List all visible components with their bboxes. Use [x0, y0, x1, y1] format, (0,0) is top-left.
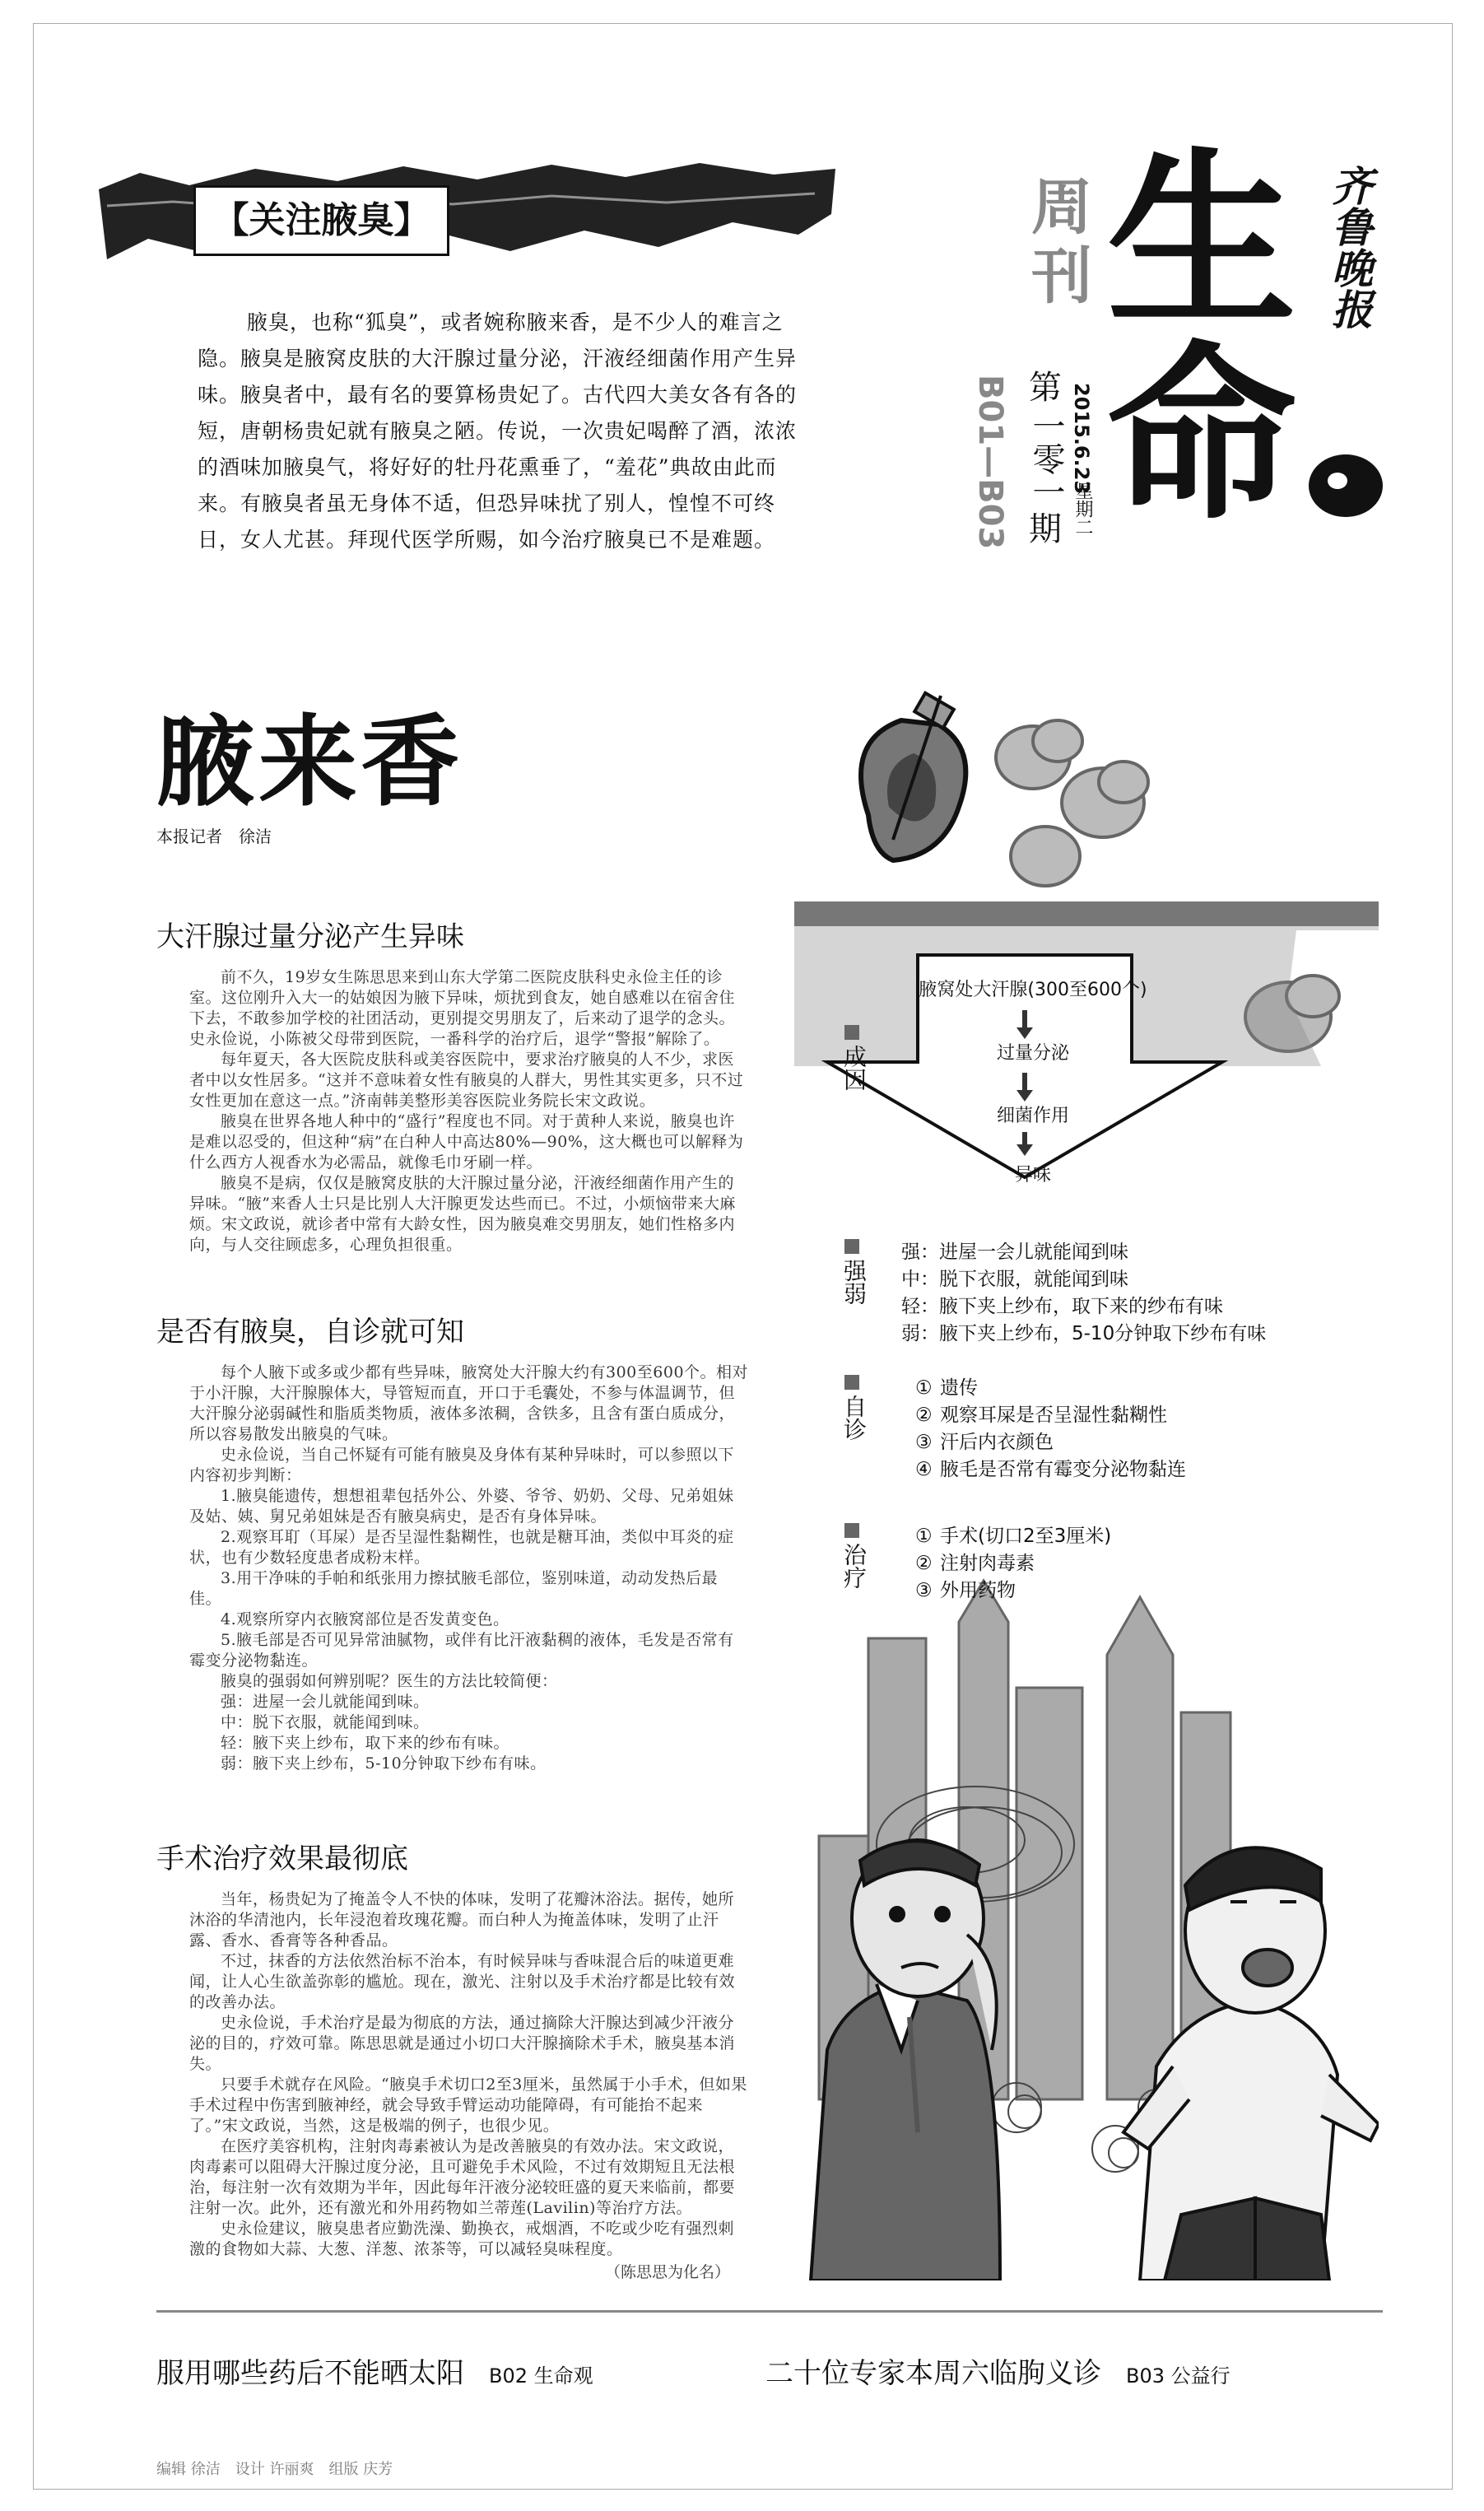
paragraph: 2.观察耳耵（耳屎）是否呈湿性黏糊性，也就是糖耳油，类似中耳炎的症状，也有少数轻度患者成粉末样。 — [189, 1528, 734, 1567]
paragraph: 史永俭建议，腋臭患者应勤洗澡、勤换衣，戒烟酒，不吃或少吃有强烈刺激的食物如大蒜、大葱、洋葱、浓茶等，可以减轻臭味程度。 — [189, 2220, 735, 2258]
label-treatment: 治疗 — [840, 1523, 868, 1596]
section-2-title: 是否有腋臭，自诊就可知 — [156, 1316, 464, 1349]
treatment-list — [915, 1523, 1111, 1605]
masthead-zhou: 周 刊 — [1031, 172, 1092, 312]
paragraph: 每个人腋下或多或少都有些异味，腋窝处大汗腺大约有300至600个。相对于小汗腺，大汗腺腺体大，导管短而直，开口于毛囊处，不参与体温调节，但大汗腺分泌弱碱性和脂质类物质，液体多浓稠，含铁多，且含有蛋白质成分，所以容易散发出腋臭的气味。 — [189, 1363, 749, 1443]
headline: 腋来香 — [156, 706, 463, 820]
flow-step-4: 异味 — [1014, 1165, 1051, 1186]
label-cause: 成因 — [840, 1025, 868, 1097]
paragraph: 中：脱下衣服，就能闻到味。 — [221, 1713, 430, 1731]
paragraph: 史永俭说，当自己怀疑有可能有腋臭及身体有某种异味时，可以参照以下内容初步判断： — [189, 1446, 735, 1484]
treatment-item: ② 注射肉毒素 — [915, 1553, 1035, 1574]
paragraph: 只要手术就存在风险。“腋臭手术切口2至3厘米，虽然属于小手术，但如果手术过程中伤害到腋神经，就会导致手臂运动功能障碍，有可能抬不起来了。”宋文政说，当然，这是极端的例子，也很少见。 — [189, 2075, 747, 2135]
self-check-item: ① 遗传 — [915, 1377, 978, 1399]
paragraph: 5.腋毛部是否可见异常油腻物，或伴有比汗液黏稠的液体，毛发是否常有霉变分泌物黏连。 — [189, 1631, 734, 1670]
paragraph: 腋臭的强弱如何辨别呢？医生的方法比较简便： — [221, 1672, 558, 1690]
issue-date: 2015.6.23 — [1070, 383, 1093, 495]
paragraph: 强：进屋一会儿就能闻到味。 — [221, 1693, 430, 1711]
flow-step-1: 腋窝处大汗腺(300至600个) — [919, 980, 1147, 1000]
self-check-item: ② 观察耳屎是否呈湿性黏糊性 — [915, 1405, 1167, 1426]
paragraph: 腋臭在世界各地人种中的“盛行”程度也不同。对于黄种人来说，腋臭也许是难以忍受的，但这种“病”在白种人中高达80%—90%，这大概也可以解释为什么西方人视香水为必需品，就像毛巾牙刷一样。 — [189, 1112, 744, 1172]
issue-number: 第 一零一 期 — [1027, 369, 1065, 548]
ink-blot — [1300, 445, 1391, 527]
flow-step-3: 细菌作用 — [996, 1106, 1069, 1126]
paragraph: 1.腋臭能遗传，想想祖辈包括外公、外婆、爷爷、奶奶、父母、兄弟姐妹及姑、姨、舅兄弟姐妹是否有腋臭病史，是否有身体异味。 — [189, 1487, 734, 1526]
paragraph: 腋臭不是病，仅仅是腋窝皮肤的大汗腺过量分泌，汗液经细菌作用产生的异味。“腋”来香人士只是比别人大汗腺更发达些而已。不过，小烦恼带来大麻烦。宋文政说，就诊者中常有大龄女性，因为腋臭难交男朋友，她们性格多内向，与人交往顾虑多，心理负担很重。 — [189, 1174, 736, 1254]
masthead-sheng: 生 — [1107, 133, 1297, 352]
strength-item: 轻：腋下夹上纱布，取下来的纱布有味 — [901, 1296, 1223, 1317]
paragraph: 史永俭说，手术治疗是最为彻底的方法，通过摘除大汗腺达到减少汗液分泌的目的，疗效可靠。陈思思就是通过小切口大汗腺摘除术手术，腋臭基本消失。 — [189, 2014, 736, 2073]
paragraph: 在医疗美容机构，注射肉毒素被认为是改善腋臭的有效办法。宋文政说，肉毒素可以阻碍大汗腺过度分泌，且可避免手术风险，不过有效期短且无法根治，每注射一次有效期为半年，因此每年汗液分泌较旺盛的夏天来临前，都要注射一次。此外，还有激光和外用药物如兰蒂莲(Lavilin)等治疗方法。 — [189, 2137, 736, 2217]
treatment-item: ③ 外用药物 — [915, 1580, 1016, 1601]
byline: 本报记者 徐洁 — [156, 827, 272, 846]
teaser-right: 二十位专家本周六临朐义诊 B03 公益行 — [765, 2357, 1230, 2390]
section-1-title: 大汗腺过量分泌产生异味 — [156, 920, 464, 953]
paragraph: 每年夏天，各大医院皮肤科或美容医院中，要求治疗腋臭的人不少，求医者中以女性居多。“这并不意味着女性有腋臭的人群大，男性其实更多，只不过女性更加在意这一点。”济南韩美整形美容医院业务院长宋文政说。 — [189, 1051, 744, 1110]
flow-step-2: 过量分泌 — [996, 1043, 1069, 1064]
strength-item: 强：进屋一会儿就能闻到味 — [901, 1242, 1128, 1263]
footer-rule — [156, 2310, 1383, 2313]
section-3-title: 手术治疗效果最彻底 — [156, 1842, 408, 1875]
intro-tag: 【关注腋臭】 — [193, 185, 449, 256]
issue-weekday: 星期二 — [1072, 482, 1093, 536]
perfume-bottle-icon — [861, 693, 965, 860]
strength-item: 中：脱下衣服，就能闻到味 — [901, 1269, 1128, 1290]
section-2-body — [189, 1363, 749, 1774]
strength-list — [901, 1239, 1266, 1348]
section-1-body — [189, 967, 749, 1256]
paragraph: 4.观察所穿内衣腋窝部位是否发黄变色。 — [221, 1610, 509, 1628]
self-check-list — [915, 1375, 1186, 1484]
self-check-item: ③ 汗后内衣颜色 — [915, 1432, 1054, 1453]
label-strength: 强弱 — [840, 1239, 868, 1311]
masthead-ming: 命 — [1107, 326, 1297, 546]
paragraph: 前不久，19岁女生陈思思来到山东大学第二医院皮肤科史永俭主任的诊室。这位刚升入大一的姑娘因为腋下异味，烦扰到食友，她自感难以在宿舍住下去，不敢参加学校的社团活动，更别提交男朋友了，后来动了退学的念头。史永俭说，小陈被父母带到医院，一番科学的治疗后，退学“警报”解除了。 — [189, 968, 736, 1048]
treatment-item: ① 手术(切口2至3厘米) — [915, 1526, 1112, 1547]
strength-item: 弱：腋下夹上纱布，5-10分钟取下纱布有味 — [901, 1323, 1267, 1344]
name-note: （陈思思为化名） — [605, 2263, 731, 2281]
paragraph: 轻：腋下夹上纱布，取下来的纱布有味。 — [221, 1734, 510, 1752]
paragraph: 当年，杨贵妃为了掩盖令人不快的体味，发明了花瓣沐浴法。据传，她所沐浴的华清池内，长年浸泡着玫瑰花瓣。而白种人为掩盖体味，发明了止汗露、香水、香膏等各种香品。 — [189, 1890, 735, 1950]
paragraph: 3.用干净味的手帕和纸张用力擦拭腋毛部位，鉴别味道，动动发热后最佳。 — [189, 1569, 719, 1608]
newspaper-name: 齐鲁晚报 — [1325, 165, 1374, 329]
self-check-item: ④ 腋毛是否常有霉变分泌物黏连 — [915, 1459, 1186, 1480]
section-3-body — [189, 1889, 749, 2260]
teaser-left: 服用哪些药后不能晒太阳 B02 生命观 — [156, 2357, 593, 2390]
paragraph: 不过，抹香的方法依然治标不治本，有时候异味与香味混合后的味道更难闻，让人心生欲盖弥彰的尴尬。现在，激光、注射以及手术治疗都是比较有效的改善办法。 — [189, 1952, 736, 2011]
paragraph: 弱：腋下夹上纱布，5-10分钟取下纱布有味。 — [221, 1754, 547, 1773]
editor-credits: 编辑 徐洁 设计 许丽爽 组版 庆芳 — [156, 2461, 393, 2478]
page-range: B01—B03 — [971, 375, 1009, 550]
label-self-check: 自诊 — [840, 1375, 868, 1447]
intro-text: 腋臭，也称“狐臭”，或者婉称腋来香，是不少人的难言之隐。腋臭是腋窝皮肤的大汗腺过量分泌，汗液经细菌作用产生异味。腋臭者中，最有名的要算杨贵妃了。古代四大美女各有各的短，唐朝杨贵妃就有腋臭之陋。传说，一次贵妃喝醉了酒，浓浓的酒味加腋臭气，将好好的牡丹花熏垂了，“羞花”典故由此而来。有腋臭者虽无身体不适，但恐异味扰了别人，惶惶不可终日，女人尤甚。拜现代医学所赐，如今治疗腋臭已不是难题。 — [198, 310, 798, 552]
